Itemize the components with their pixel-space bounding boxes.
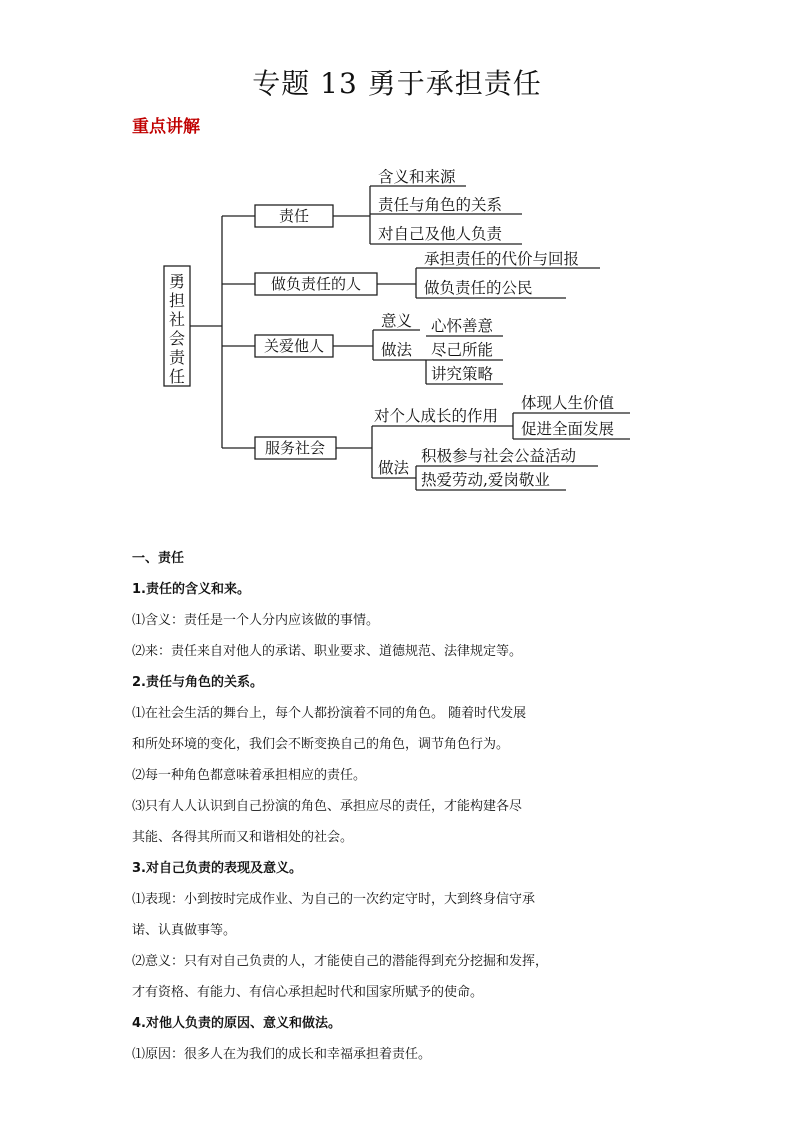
content-line: 2.责任与角色的关系。 [132,675,263,690]
branch-responsibility [255,205,333,227]
branch-serve-society [255,437,336,459]
mind-map-diagram [0,0,794,520]
branch-label: 关爱他人 [263,337,325,355]
leaf-text: 心怀善意 [431,317,494,335]
content-line: ⑵意义：只有对自己负责的人，才能使自己的潜能得到充分挖掘和发挥， [132,954,549,969]
leaf-text: 责任与角色的关系 [378,196,503,214]
content-line: 3.对自己负责的表现及意义。 [132,861,302,876]
content-line: 4.对他人负责的原因、意义和做法。 [132,1016,341,1031]
leaf-text: 讲究策略 [431,365,494,383]
content-line: ⑵每一种角色都意味着承担相应的责任。 [132,768,367,783]
leaf-text: 尽己所能 [431,341,494,359]
sub-label: 做法 [378,459,410,477]
content-line: 才有资格、有能力、有信心承担起时代和国家所赋予的使命。 [132,985,484,1000]
content-line: ⑴在社会生活的舞台上，每个人都扮演着不同的角色。 随着时代发展 [132,706,527,721]
leaf-text: 对自己及他人负责 [378,225,503,243]
sub-label: 意义 [381,312,413,330]
content-line: 一、责任 [132,551,185,566]
leaf-text: 承担责任的代价与回报 [424,250,580,268]
page-title: 专题 13 勇于承担责任 [252,67,542,100]
root-char: 会 [168,329,186,348]
mind-map-root [164,266,190,386]
leaf-text: 含义和来源 [378,168,456,186]
content-line: ⑴原因：很多人在为我们的成长和幸福承担着责任。 [132,1047,432,1062]
branch-be-responsible [255,273,377,295]
lecture-content [132,543,672,1070]
root-char: 任 [168,367,186,386]
branch-label: 责任 [278,207,310,225]
content-line: ⑵来：责任来自对他人的承诺、职业要求、道德规范、法律规定等。 [132,644,523,659]
content-line: 诺、认真做事等。 [132,923,237,938]
content-line: ⑴表现：小到按时完成作业、为自己的一次约定守时，大到终身信守承 [132,892,536,907]
root-char: 担 [168,291,186,310]
root-char: 社 [168,310,186,329]
content-line: 1.责任的含义和来。 [132,582,250,597]
leaf-text: 积极参与社会公益活动 [421,447,577,465]
root-char: 勇 [168,272,186,291]
content-line: ⑴含义：责任是一个人分内应该做的事情。 [132,613,380,628]
content-line: 其能、各得其所而又和谐相处的社会。 [132,830,354,845]
branch-care-others [255,335,333,357]
branch-label: 服务社会 [264,439,326,457]
leaf-text: 做负责任的公民 [424,279,533,297]
section-label: 重点讲解 [132,117,200,137]
sub-label: 做法 [381,341,413,359]
content-line: ⑶只有人人认识到自己扮演的角色、承担应尽的责任，才能构建各尽 [132,799,523,814]
sub-label: 对个人成长的作用 [374,407,499,425]
leaf-text: 热爱劳动,爱岗敬业 [421,471,550,489]
branch-label: 做负责任的人 [270,275,362,293]
leaf-text: 体现人生价值 [521,394,615,412]
root-char: 责 [168,348,186,367]
leaf-text: 促进全面发展 [521,420,615,438]
content-line: 和所处环境的变化，我们会不断变换自己的角色，调节角色行为。 [132,737,510,752]
